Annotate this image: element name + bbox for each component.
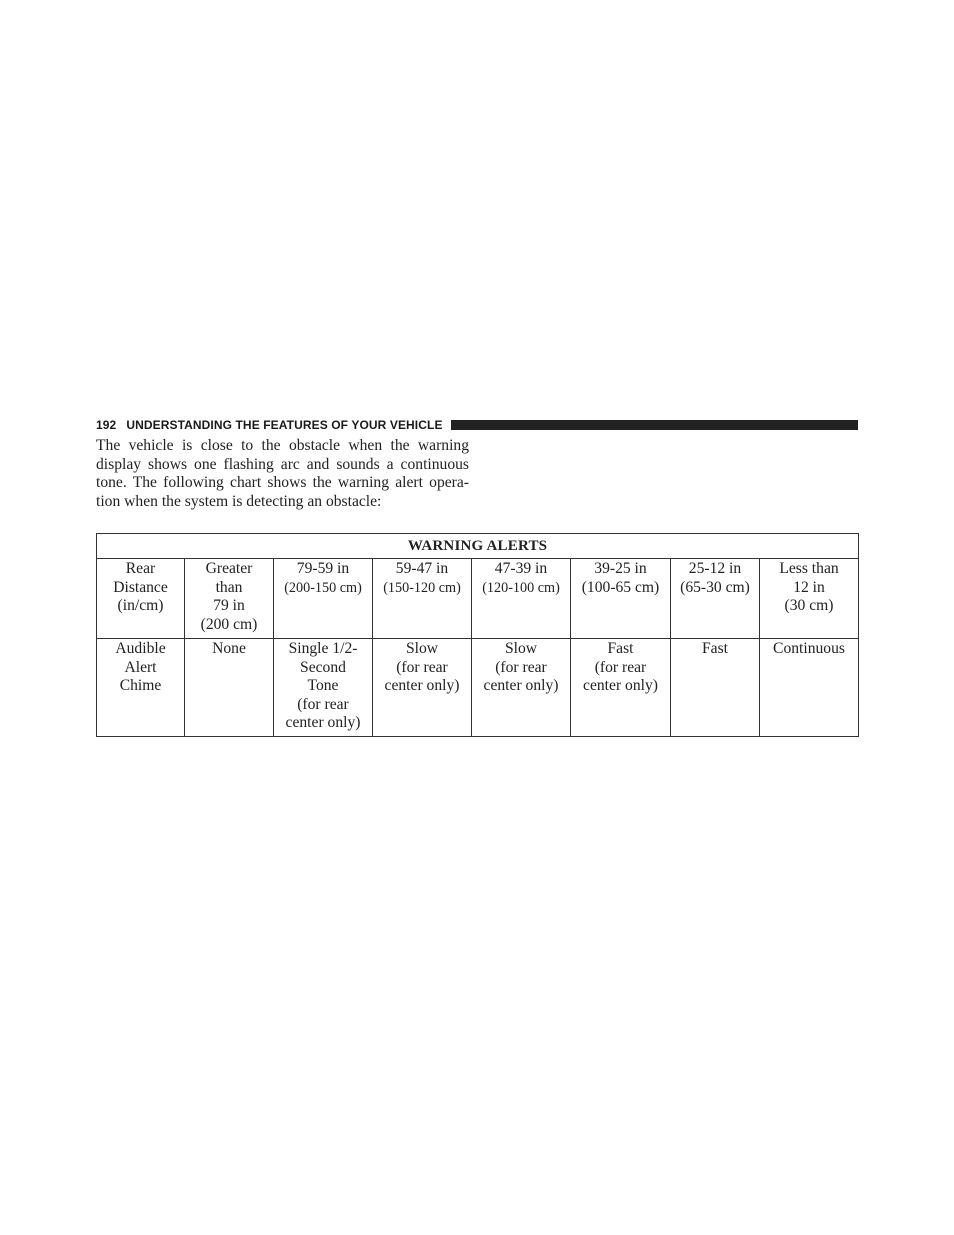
table-row-distance bbox=[97, 559, 859, 639]
table-cell bbox=[274, 559, 373, 639]
table-row-chime bbox=[97, 639, 859, 737]
section-title: UNDERSTANDING THE FEATURES OF YOUR VEHICLE bbox=[126, 418, 443, 432]
cell-line: Chime bbox=[119, 677, 162, 695]
table-cell bbox=[185, 559, 274, 639]
cell-line: center only) bbox=[483, 677, 559, 695]
table-cell bbox=[97, 559, 185, 639]
cell-line: 59-47 in bbox=[395, 560, 449, 577]
cell-line: 79-59 in bbox=[296, 560, 350, 577]
cell-line: 12 in bbox=[793, 578, 825, 596]
cell-line: center only) bbox=[384, 677, 460, 695]
cell-line: Fast bbox=[607, 640, 634, 657]
body-paragraph: The vehicle is close to the obstacle when the warning display shows one flashing arc and sounds a continuous tone. The following chart shows the warning alert opera-tion when the system is detecting an obstacle: bbox=[96, 437, 469, 510]
cell-line: (100-65 cm) bbox=[581, 578, 660, 596]
cell-line: (120-100 cm) bbox=[482, 579, 560, 596]
cell-line: (65-30 cm) bbox=[680, 578, 750, 596]
cell-line: Second bbox=[300, 658, 346, 676]
cell-line: Alert bbox=[124, 658, 157, 676]
cell-line: 47-39 in bbox=[494, 560, 548, 577]
table-cell bbox=[760, 559, 859, 639]
cell-line: (150-120 cm) bbox=[383, 579, 461, 596]
cell-line: Rear bbox=[125, 560, 156, 577]
cell-line: (for rear bbox=[495, 658, 547, 676]
table-cell bbox=[571, 559, 671, 639]
table-cell bbox=[274, 639, 373, 737]
header-rule bbox=[451, 420, 858, 430]
table-cell bbox=[185, 639, 274, 737]
cell-line: Continuous bbox=[773, 640, 845, 657]
cell-line: None bbox=[212, 640, 246, 657]
cell-line: (in/cm) bbox=[117, 597, 164, 615]
cell-line: Distance bbox=[113, 578, 168, 596]
table-cell bbox=[373, 639, 472, 737]
cell-line: 79 in bbox=[213, 597, 245, 615]
page-number: 192 bbox=[96, 418, 117, 432]
cell-line: than bbox=[215, 578, 243, 596]
table-cell bbox=[472, 559, 571, 639]
cell-line: Fast bbox=[702, 640, 728, 657]
cell-line: (for rear bbox=[594, 658, 647, 676]
cell-line: (200 cm) bbox=[200, 615, 258, 633]
table-cell bbox=[571, 639, 671, 737]
cell-line: center only) bbox=[583, 677, 658, 695]
cell-line: (200-150 cm) bbox=[284, 579, 362, 596]
cell-line: 39-25 in bbox=[594, 560, 647, 577]
page-header bbox=[96, 417, 858, 433]
cell-line: (for rear bbox=[297, 695, 349, 713]
cell-line: center only) bbox=[285, 714, 361, 732]
cell-line: (30 cm) bbox=[784, 597, 834, 615]
cell-line: Less than bbox=[779, 560, 839, 577]
table-cell bbox=[760, 639, 859, 737]
cell-line: Greater bbox=[205, 560, 253, 577]
cell-line: Slow bbox=[504, 640, 538, 657]
table-cell bbox=[671, 559, 760, 639]
cell-line: (for rear bbox=[396, 658, 448, 676]
cell-line: Audible bbox=[115, 640, 166, 657]
table-cell bbox=[472, 639, 571, 737]
table-cell bbox=[671, 639, 760, 737]
warning-alerts-table bbox=[96, 533, 859, 737]
cell-line: Tone bbox=[307, 677, 339, 695]
table-cell bbox=[373, 559, 472, 639]
cell-line: Single 1/2- bbox=[288, 640, 358, 657]
table-cell bbox=[97, 639, 185, 737]
cell-line: 25-12 in bbox=[688, 560, 742, 577]
table-title: WARNING ALERTS bbox=[97, 534, 859, 559]
cell-line: Slow bbox=[405, 640, 439, 657]
